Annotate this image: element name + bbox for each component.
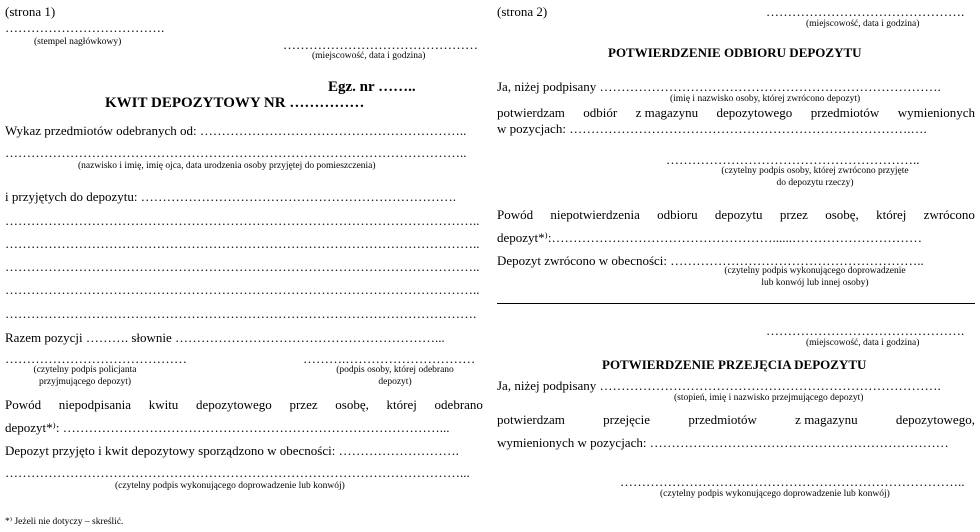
confirm-receipt-line: potwierdzam odbiór z magazynu depozytowego przedmiotów wymienionych [497,105,975,120]
signed-caption: (imię i nazwisko osoby, której zwrócono depozyt) [670,94,861,104]
place-date-caption: (miejscowość, data i godzina) [312,51,426,61]
page-title: KWIT DEPOZYTOWY NR …………… [105,95,365,111]
stamp-caption: (stempel nagłówkowy) [34,37,122,47]
reason-not-confirmed-line: Powód niepotwierdzenia odbioru depozytu przez osobę, której zwrócono [497,207,975,222]
stamp-field: ………………………………. [5,20,165,35]
recipient-caption-2: do depozytu rzeczy) [776,178,854,188]
returned-caption-1: (czytelny podpis wykonującego doprowadzenie [724,266,906,276]
refusal-reason-line-2: depozyt*⁾: ……………………………………………………………………………... [5,420,450,435]
item-line: ………………………………………………………………………………………………. [5,306,477,321]
owner-caption-1: (podpis osoby, której odebrano [336,365,454,375]
heading-receipt: POTWIERDZENIE ODBIORU DEPOZYTU [608,45,862,60]
signed-line-2: Ja, niżej podpisany ……………………………………………………………………. [497,378,941,393]
owner-caption-2: depozyt) [378,377,412,387]
escort-caption: (czytelny podpis wykonującego doprowadzenie lub konwój) [115,481,345,491]
copy-number: Egz. nr …….. [328,79,416,95]
item-line: ……………………………………………………………………………………………….. [5,259,480,274]
person-caption: (nazwisko i imię, imię ojca, data urodzenia osoby przyjętej do pomieszczenia) [78,161,376,171]
listed-positions-line: wymienionych w pozycjach: …………………………………………………………… [497,435,949,450]
refusal-reason-line: Powód niepodpisania kwitu depozytowego przez osobę, której odebrano [5,397,483,412]
page-label-2: (strona 2) [497,4,548,19]
item-line: ……………………………………………………………………………………………….. [5,213,480,228]
accepted-line: i przyjętych do depozytu: ………………………………………………………………. [5,189,456,204]
returned-line: Depozyt zwrócono w obecności: ………………………………………………….. [497,253,924,268]
officer-caption-2: przyjmującego depozyt) [38,377,132,387]
place-date-caption-2: (miejscowość, data i godzina) [806,19,920,29]
officer-caption-1: (czytelny podpis policjanta [33,365,137,375]
page-label-1: (strona 1) [5,4,56,19]
escort-signature-field-2: …………………………………………………………………….. [620,474,965,489]
positions-line: w pozycjach: …………………………………………………………………….…. [497,121,927,136]
item-line: ……………………………………………………………………………………………….. [5,236,480,251]
witness-line: Depozyt przyjęto i kwit depozytowy sporządzono w obecności: ………………………. [5,443,459,458]
owner-signature-field: ……….………………………… [303,351,476,366]
place-date-caption-3: (miejscowość, data i godzina) [806,338,920,348]
total-line: Razem pozycji ………. słownie ……………………………………………………... [5,330,445,345]
place-date-field: ……………………………………… [283,37,478,52]
confirm-transfer-line: potwierdzam przejęcie przedmiotów z magazynu depozytowego, [497,412,975,427]
recipient-caption-1: (czytelny podpis osoby, której zwrócono przyjęte [721,166,909,176]
person-field: …………………………………………………………………………………………….. [5,145,467,160]
returned-caption-2: lub konwój lub innej osoby) [761,278,869,288]
signed-line: Ja, niżej podpisany ……………………………………………………………………. [497,79,941,94]
escort-caption-2: (czytelny podpis wykonującego doprowadzenie lub konwój) [660,489,890,499]
footnote: *⁾ Jeżeli nie dotyczy – skreślić. [5,517,124,527]
items-from-line: Wykaz przedmiotów odebranych od: …………………………………………………….. [5,123,467,138]
heading-transfer: POTWIERDZENIE PRZEJĘCIA DEPOZYTU [602,357,867,372]
escort-signature-field: ……………………………………………………………………………………………... [5,465,470,480]
reason-not-confirmed-line-2: depozyt*⁾:……………………………………………......………………………… [497,230,922,245]
officer-signature-field: …………………………………… [5,351,187,366]
place-date-field-2: ………………………………………. [766,4,965,19]
place-date-field-3: ………………………………………. [766,323,965,338]
recipient-signature-field: ………………………………………………….. [666,152,920,167]
section-divider [497,303,975,304]
signed-caption-2: (stopień, imię i nazwisko przejmującego depozyt) [674,393,864,403]
item-line: ……………………………………………………………………………………………….. [5,282,480,297]
